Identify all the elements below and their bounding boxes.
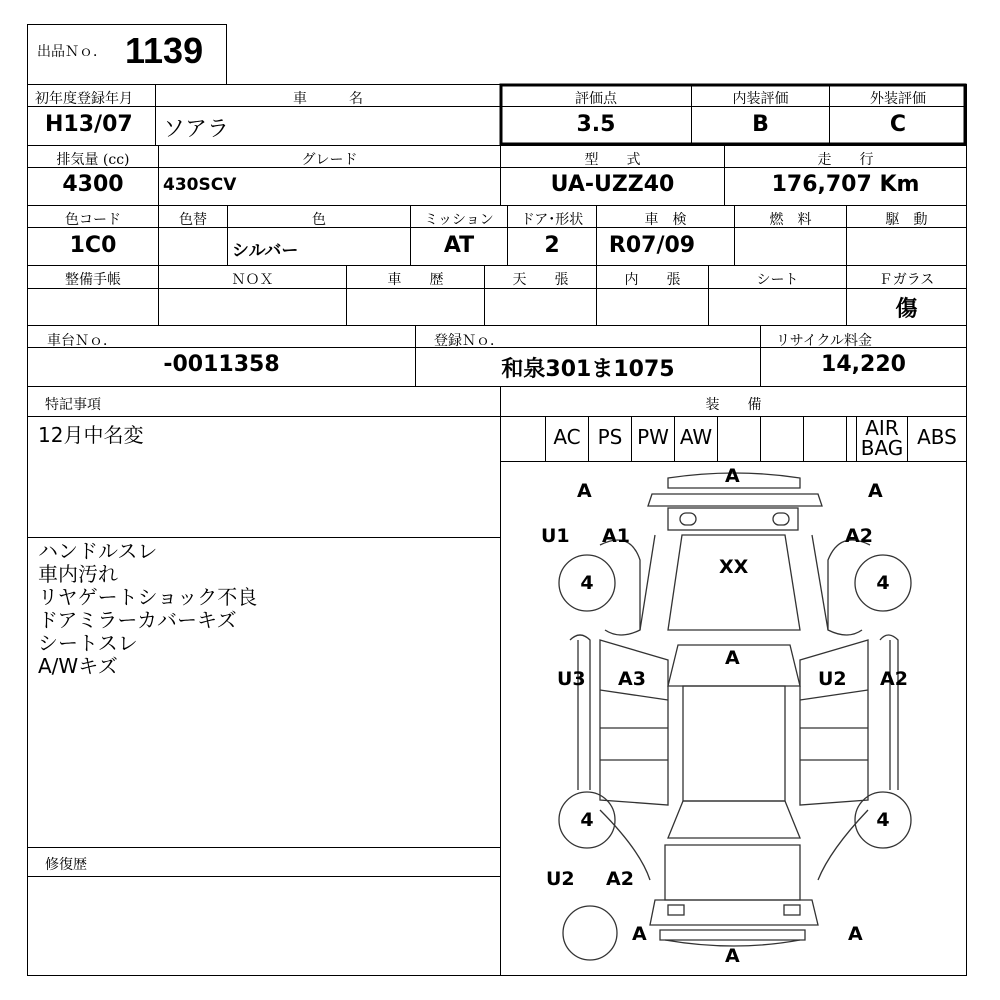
- mark-left-front-fender-2: A1: [602, 525, 630, 547]
- mark-left-door-a: A3: [618, 668, 646, 690]
- mark-rear-right-corner: A: [848, 923, 863, 945]
- mark-right-door-u: U2: [818, 668, 847, 690]
- lot-label: 出品Ｎｏ．: [37, 44, 107, 60]
- color-code-label: 色コード: [65, 212, 121, 228]
- equip-ac: AC: [553, 425, 581, 449]
- fuel-label: 燃 料: [769, 212, 812, 228]
- car-name-value: ソアラ: [163, 117, 230, 142]
- color-code-value: 1C0: [69, 233, 117, 258]
- grade-label: グレード: [301, 152, 358, 168]
- first-reg-label: 初年度登録年月: [35, 91, 133, 107]
- exterior-value: C: [889, 112, 907, 137]
- mark-front-left-corner: A: [577, 480, 592, 502]
- mark-front-bumper: A: [725, 465, 740, 487]
- exterior-label: 外装評価: [870, 91, 926, 107]
- color-change-label: 色替: [179, 212, 207, 228]
- first-reg-value: H13/07: [45, 112, 133, 137]
- comment-line: 車内汚れ: [38, 562, 118, 586]
- inspection-value: R07/09: [608, 233, 696, 258]
- mark-left-front-fender: U1: [541, 525, 570, 547]
- special-label: 特記事項: [45, 397, 101, 413]
- mark-left-rear-a: A2: [606, 868, 634, 890]
- mark-tire-fl: 4: [580, 572, 594, 594]
- score-label: 評価点: [575, 91, 617, 107]
- fglass-value: 傷: [895, 296, 918, 322]
- mark-rear-left-corner: A: [632, 923, 647, 945]
- interior-value: B: [752, 112, 769, 137]
- inner-label: 内 張: [624, 272, 681, 288]
- inspection-label: 車 検: [644, 212, 687, 228]
- car-name-label: 車 名: [293, 91, 363, 107]
- mark-tire-fr: 4: [876, 572, 890, 594]
- comment-line: リヤゲートショック不良: [38, 585, 258, 609]
- comment-line: ハンドルスレ: [38, 539, 158, 563]
- chassis-value: -0011358: [163, 352, 280, 377]
- mileage-value: 176,707 Km: [771, 172, 920, 197]
- mark-tire-rl: 4: [580, 809, 594, 831]
- history-label: 車 歴: [387, 272, 444, 288]
- color-value: シルバー: [232, 241, 299, 261]
- mark-left-door-u: U3: [557, 668, 586, 690]
- special-text: 12月中名変: [38, 423, 144, 447]
- recycle-label: リサイクル料金: [776, 333, 873, 349]
- mission-value: AT: [443, 233, 475, 258]
- mark-left-rear-u: U2: [546, 868, 575, 890]
- nox-label: ＮＯＸ: [231, 272, 274, 288]
- equip-ps: PS: [597, 425, 623, 449]
- color-label: 色: [312, 212, 326, 228]
- comment-list: [38, 540, 257, 678]
- mark-rear-bumper: A: [725, 945, 740, 967]
- displacement-value: 4300: [62, 172, 124, 197]
- mission-label: ミッション: [424, 212, 494, 228]
- chassis-label: 車台Ｎｏ．: [47, 333, 117, 349]
- mark-right-door-a: A2: [880, 668, 908, 690]
- plate-value: 和泉301ま1075: [501, 357, 675, 382]
- model-value: UA-UZZ40: [550, 172, 675, 197]
- maintenance-label: 整備手帳: [65, 272, 121, 288]
- mark-right-front-fender: A2: [845, 525, 873, 547]
- equip-aw: AW: [679, 425, 713, 449]
- mark-front-right-corner: A: [868, 480, 883, 502]
- equipment-label: 装 備: [705, 397, 762, 413]
- equip-abs: ABS: [917, 425, 957, 449]
- sunroof-label: 天 張: [512, 272, 569, 288]
- equip-airbag: AIR BAG: [860, 416, 904, 460]
- repair-label: 修復歴: [45, 857, 87, 873]
- lot-number: 1139: [125, 30, 204, 71]
- mileage-label: 走 行: [817, 152, 874, 168]
- seat-label: シート: [756, 272, 799, 288]
- comment-line: ドアミラーカバーキズ: [38, 608, 237, 632]
- door-label: ドア･形状: [520, 212, 584, 228]
- equip-pw: PW: [637, 425, 669, 449]
- mark-tire-rr: 4: [876, 809, 890, 831]
- grade-value: 430SCV: [163, 175, 237, 195]
- interior-label: 内装評価: [732, 91, 789, 107]
- comment-line: シートスレ: [38, 631, 138, 655]
- door-value: 2: [544, 233, 560, 258]
- plate-label: 登録Ｎｏ．: [434, 333, 504, 349]
- model-label: 型 式: [584, 152, 641, 168]
- comment-line: A/Wキズ: [38, 654, 118, 678]
- mark-hood: XX: [719, 556, 749, 578]
- fglass-label: Ｆガラス: [878, 272, 935, 288]
- score-value: 3.5: [576, 112, 616, 137]
- displacement-label: 排気量 (cc): [56, 152, 130, 168]
- mark-roof: A: [725, 647, 740, 669]
- drive-label: 駆 動: [885, 212, 928, 228]
- recycle-value: 14,220: [821, 352, 906, 377]
